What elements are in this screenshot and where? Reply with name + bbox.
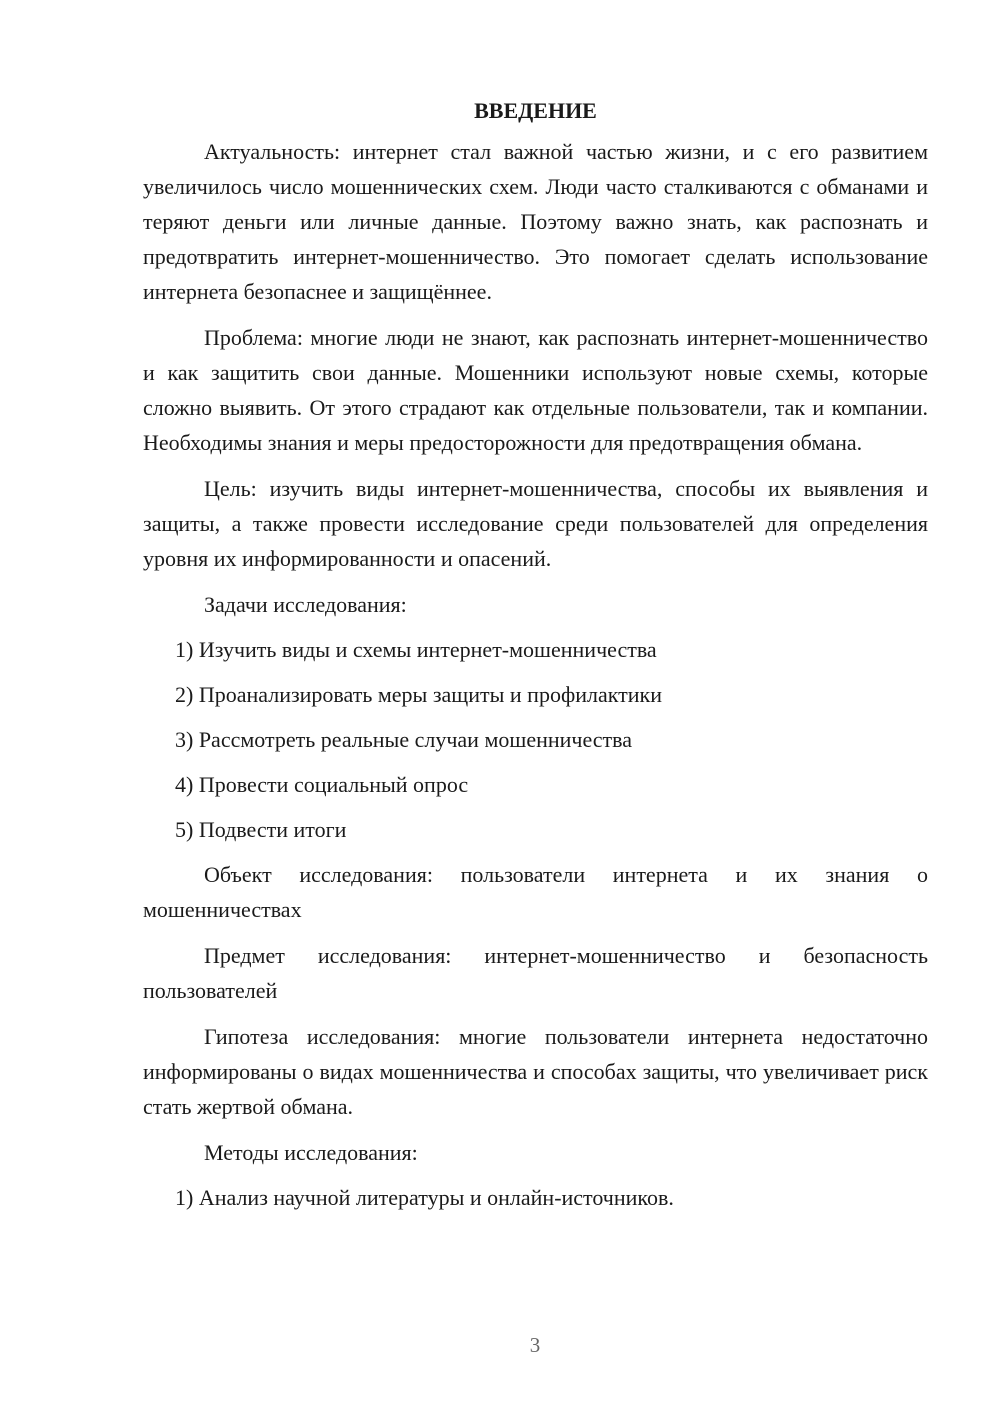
page-number: 3 — [529, 1333, 541, 1357]
object-paragraph: Объект исследования: пользователи интернета и их знания о мошенничествах — [143, 862, 928, 922]
methods-heading: Методы исследования: — [204, 1140, 418, 1165]
list-item: 3) Рассмотреть реальные случаи мошенничества — [175, 727, 633, 752]
problem-paragraph: Проблема: многие люди не знают, как распознать интернет-мошенничество и как защитить свои данные. Мошенники используют новые схемы, которые сложно выявить. От этого страдают как отдельные пользователи, так и компании. Необходимы знания и меры предосторожности для предотвращения обмана. — [143, 325, 928, 455]
list-item: 4) Провести социальный опрос — [175, 772, 469, 797]
relevance-paragraph: Актуальность: интернет стал важной частью жизни, и с его развитием увеличилось число мошеннических схем. Люди часто сталкиваются с обманами и теряют деньги или личные данные. Поэтому важно знать, как распознать и предотвратить интернет-мошенничество. Это помогает сделать использование интернета безопаснее и защищённее. — [143, 139, 928, 304]
section-title: ВВЕДЕНИЕ — [474, 98, 597, 123]
goal-paragraph: Цель: изучить виды интернет-мошенничества, способы их выявления и защиты, а также провести исследование среди пользователей для определения уровня их информированности и опасений. — [143, 476, 928, 571]
tasks-list — [143, 632, 928, 847]
subject-paragraph: Предмет исследования: интернет-мошенничество и безопасность пользователей — [143, 943, 928, 1003]
list-item: 1) Анализ научной литературы и онлайн-источников. — [175, 1185, 674, 1210]
list-item: 5) Подвести итоги — [175, 817, 347, 842]
hypothesis-paragraph: Гипотеза исследования: многие пользователи интернета недостаточно информированы о видах мошенничества и способах защиты, что увеличивает риск стать жертвой обмана. — [143, 1024, 928, 1119]
methods-list — [143, 1180, 928, 1215]
document-page — [143, 96, 928, 1225]
list-item: 1) Изучить виды и схемы интернет-мошенничества — [175, 637, 657, 662]
tasks-heading: Задачи исследования: — [204, 592, 407, 617]
list-item: 2) Проанализировать меры защиты и профилактики — [175, 682, 662, 707]
